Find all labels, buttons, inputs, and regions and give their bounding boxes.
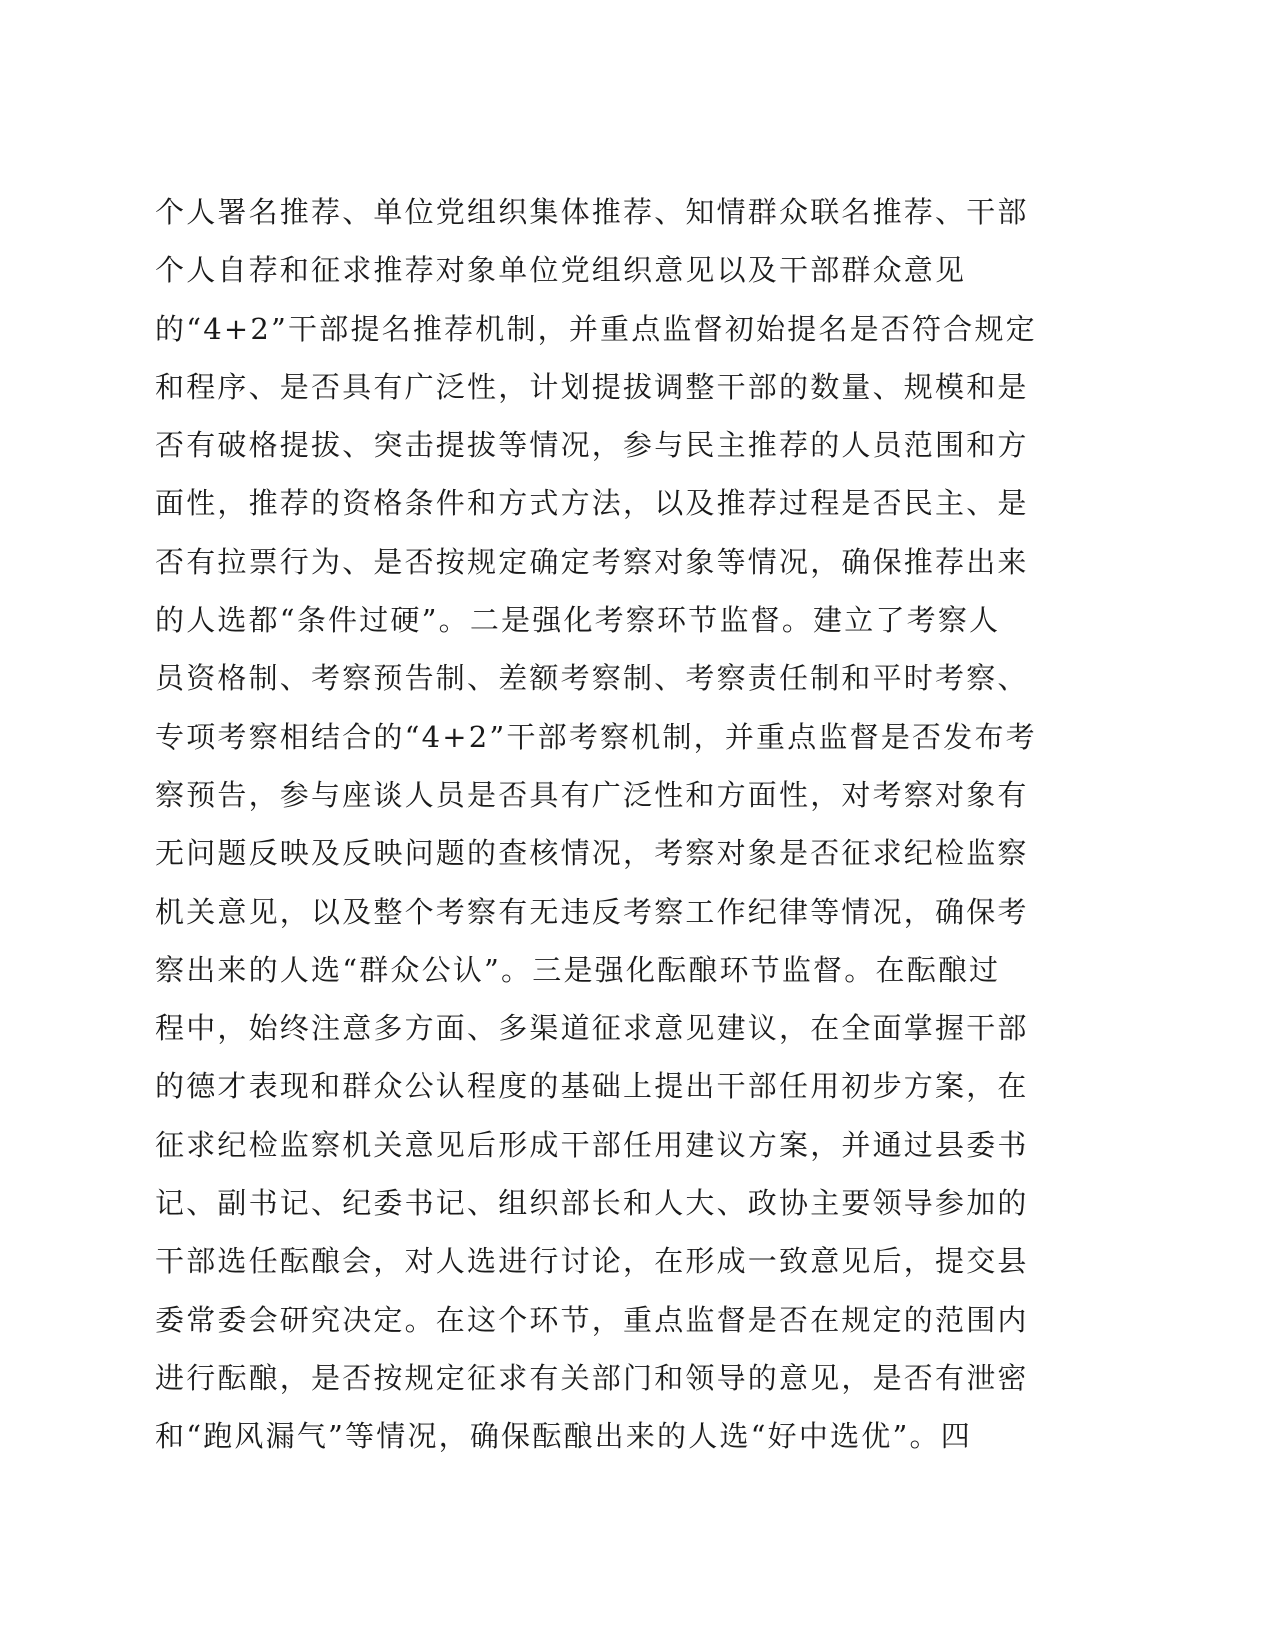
text-line: 委常委会研究决定。在这个环节，重点监督是否在规定的范围内 bbox=[155, 1302, 1029, 1337]
text-line: 察出来的人选“群众公认”。三是强化酝酿环节监督。在酝酿过 bbox=[155, 952, 1001, 987]
text-line: 和“跑风漏气”等情况，确保酝酿出来的人选“好中选优”。四 bbox=[155, 1419, 972, 1454]
text-line: 的人选都“条件过硬”。二是强化考察环节监督。建立了考察人 bbox=[155, 603, 1001, 638]
text-line: 征求纪检监察机关意见后形成干部任用建议方案，并通过县委书 bbox=[155, 1127, 1029, 1162]
text-line: 专项考察相结合的“4+2”干部考察机制，并重点监督是否发布考 bbox=[155, 719, 1037, 754]
text-line: 个人自荐和征求推荐对象单位党组织意见以及干部群众意见 bbox=[155, 253, 967, 288]
text-line: 否有破格提拔、突击提拔等情况，参与民主推荐的人员范围和方 bbox=[155, 428, 1029, 463]
text-line: 程中，始终注意多方面、多渠道征求意见建议，在全面掌握干部 bbox=[155, 1011, 1029, 1046]
text-line: 面性，推荐的资格条件和方式方法，以及推荐过程是否民主、是 bbox=[155, 486, 1029, 521]
text-line: 记、副书记、纪委书记、组织部长和人大、政协主要领导参加的 bbox=[155, 1186, 1029, 1221]
text-line: 机关意见，以及整个考察有无违反考察工作纪律等情况，确保考 bbox=[155, 894, 1029, 929]
text-line: 察预告，参与座谈人员是否具有广泛性和方面性，对考察对象有 bbox=[155, 777, 1029, 812]
text-line: 个人署名推荐、单位党组织集体推荐、知情群众联名推荐、干部 bbox=[155, 195, 1029, 229]
text-line: 的“4+2”干部提名推荐机制，并重点监督初始提名是否符合规定 bbox=[155, 311, 1037, 346]
text-line: 的德才表现和群众公认程度的基础上提出干部任用初步方案，在 bbox=[155, 1069, 1029, 1104]
text-line: 进行酝酿，是否按规定征求有关部门和领导的意见，是否有泄密 bbox=[155, 1360, 1029, 1395]
text-line: 否有拉票行为、是否按规定确定考察对象等情况，确保推荐出来 bbox=[155, 544, 1029, 579]
text-line: 员资格制、考察预告制、差额考察制、考察责任制和平时考察、 bbox=[155, 661, 1029, 696]
text-line: 无问题反映及反映问题的查核情况，考察对象是否征求纪检监察 bbox=[155, 836, 1029, 871]
body-paragraph bbox=[155, 183, 1115, 1466]
text-line: 干部选任酝酿会，对人选进行讨论，在形成一致意见后，提交县 bbox=[155, 1244, 1029, 1279]
text-line: 和程序、是否具有广泛性，计划提拔调整干部的数量、规模和是 bbox=[155, 369, 1029, 404]
